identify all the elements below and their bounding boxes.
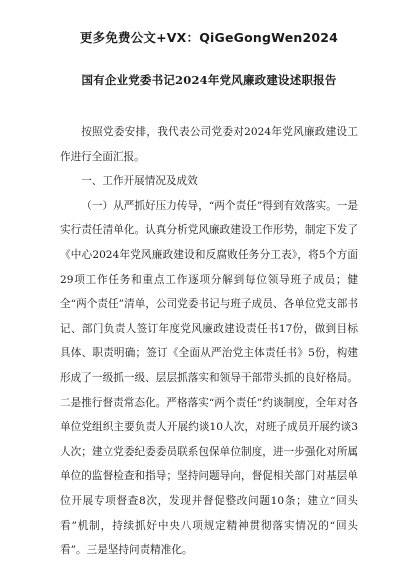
body-paragraph: （一）从严抓好压力传导，“两个责任”得到有效落实。一是实行责任清单化。认真分析党风廉政建设工作形势，制定下发了《中心2024年党风廉政建设和反腐败任务分工表》，将5个方面29项工作任务和重点工作逐项分解到每位领导班子成员；健全“两个责任”清单，公司党委书记与班子成员、各单位党支部书记、部门负责人签订年度党风廉政建设责任书17份，做到目标具体、职责明确；签订《全面从严治党主体责任书》5份，构建形成了一级抓一级、层层抓落实和领导干部带头抓的良好格局。二是推行督责常态化。严格落实“两个责任”约谈制度，全年对各单位党组织主要负责人开展约谈10人次，对班子成员开展约谈3人次；建立党委纪委委员联系包保单位制度，进一步强化对所属单位的监督检查和指导；坚持问题导向，督促相关部门对基层单位开展专项督查8次，发现并督促整改问题10条；建立“回头看”机制，持续抓好中央八项规定精神贯彻落实情况的“回头看”。三是坚持问责精准化。 bbox=[60, 199, 358, 557]
section-heading: 一、工作开展情况及成效 bbox=[81, 175, 198, 188]
intro-paragraph: 按照党委安排，我代表公司党委对2024年党风廉政建设工作进行全面汇报。 bbox=[60, 126, 358, 163]
document-title: 国有企业党委书记2024年党风廉政建设述职报告 bbox=[81, 73, 337, 87]
watermark-header: 更多免费公文+VX：QiGeGongWen2024 bbox=[79, 30, 339, 45]
